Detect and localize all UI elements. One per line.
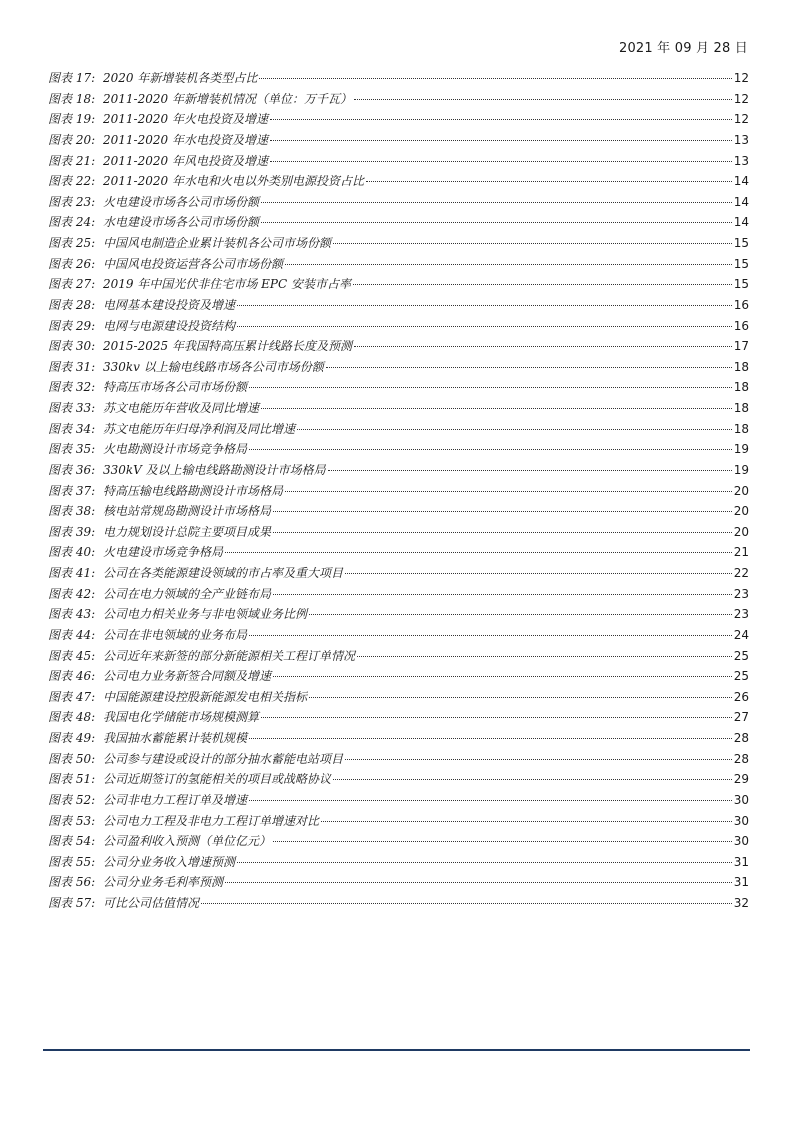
toc-entry-label: 图表 51: [48, 772, 96, 787]
toc-entry[interactable] [48, 667, 749, 688]
toc-entry-label: 图表 36: [48, 462, 96, 477]
toc-leader-dots [270, 161, 732, 162]
toc-entry[interactable] [48, 440, 749, 461]
toc-entry[interactable] [48, 647, 749, 668]
toc-entry[interactable] [48, 317, 749, 338]
toc-entry-page: 30 [733, 834, 749, 849]
toc-entry-label: 图表 56: [48, 875, 96, 890]
toc-entry-label: 图表 35: [48, 442, 96, 457]
toc-entry-page: 18 [733, 421, 749, 436]
toc-entry[interactable] [48, 378, 749, 399]
toc-entry-page: 28 [733, 751, 749, 766]
toc-entry-title: 公司近年来新签的部分新能源相关工程订单情况 [103, 648, 356, 663]
toc-entry-page: 32 [733, 896, 749, 910]
toc-entry-page: 13 [733, 153, 749, 168]
toc-entry-title: 公司参与建设或设计的部分抽水蓄能电站项目 [103, 751, 344, 766]
toc-leader-dots [273, 841, 732, 842]
toc-entry[interactable] [48, 69, 749, 90]
toc-entry-label: 图表 32: [48, 380, 96, 395]
toc-entry-page: 29 [733, 772, 749, 787]
toc-entry-label: 图表 26: [48, 256, 96, 271]
toc-entry-page: 12 [733, 112, 749, 127]
toc-entry-page: 16 [733, 297, 749, 312]
toc-entry-label: 图表 22: [48, 174, 96, 189]
toc-entry-page: 16 [733, 318, 749, 333]
toc-entry-title: 330kV 及以上输电线路勘测设计市场格局 [103, 462, 326, 477]
toc-entry-label: 图表 43: [48, 607, 96, 622]
toc-entry-title: 公司在电力领域的全产业链布局 [103, 586, 272, 601]
toc-entry-title: 2011-2020 年水电和火电以外类别电源投资占比 [103, 174, 364, 189]
toc-entry-page: 24 [733, 627, 749, 642]
toc-entry-title: 特高压输电线路勘测设计市场格局 [103, 483, 284, 498]
toc-entry-label: 图表 49: [48, 731, 96, 745]
toc-entry[interactable] [48, 688, 749, 709]
toc-entry[interactable] [48, 853, 749, 874]
toc-entry-label: 图表 21: [48, 153, 96, 168]
toc-leader-dots [297, 429, 732, 430]
toc-entry-page: 20 [733, 524, 749, 539]
toc-entry[interactable] [48, 543, 749, 564]
toc-leader-dots [354, 99, 732, 100]
toc-entry-page: 20 [733, 504, 749, 519]
toc-entry-title: 特高压市场各公司市场份额 [103, 380, 248, 395]
toc-entry-label: 图表 18: [48, 91, 96, 106]
toc-entry[interactable] [48, 296, 749, 317]
toc-leader-dots [328, 470, 732, 471]
toc-entry-title: 2011-2020 年风电投资及增速 [103, 153, 268, 168]
toc-entry[interactable] [48, 482, 749, 503]
report-date: 2021 年 09 月 28 日 [618, 41, 748, 56]
toc-entry-title: 公司近期签订的氢能相关的项目或战略协议 [103, 772, 332, 787]
toc-entry-label: 图表 57: [48, 896, 96, 910]
toc-entry-label: 图表 52: [48, 792, 96, 807]
toc-entry[interactable] [48, 90, 749, 111]
toc-entry[interactable] [48, 626, 749, 647]
toc-entry-title: 330kv 以上输电线路市场各公司市场份额 [103, 359, 324, 374]
toc-entry[interactable] [48, 131, 749, 152]
toc-entry-page: 18 [733, 380, 749, 395]
toc-entry-page: 22 [733, 566, 749, 580]
toc-entry-title: 我国电化学储能市场规模测算 [103, 710, 260, 725]
toc-entry-page: 17 [733, 339, 749, 354]
toc-entry-page: 19 [733, 462, 749, 477]
toc-entry-title: 电网基本建设投资及增速 [103, 297, 236, 312]
toc-entry-title: 电网与电源建设投资结构 [103, 318, 236, 333]
toc-entry-title: 2011-2020 年水电投资及增速 [103, 132, 268, 147]
toc-entry-label: 图表 28: [48, 297, 96, 312]
toc-leader-dots [333, 243, 732, 244]
toc-entry[interactable] [48, 791, 749, 812]
toc-entry-label: 图表 37: [48, 483, 96, 498]
toc-entry-label: 图表 17: [48, 71, 96, 85]
toc-entry-page: 30 [733, 813, 749, 828]
toc-entry-title: 公司盈利收入预测（单位亿元） [103, 834, 272, 849]
toc-leader-dots [309, 697, 732, 698]
toc-entry[interactable] [48, 832, 749, 853]
toc-entry[interactable] [48, 461, 749, 482]
toc-entry[interactable] [48, 110, 749, 131]
toc-entry[interactable] [48, 605, 749, 626]
toc-entry-title: 中国风电制造企业累计装机各公司市场份额 [103, 236, 332, 250]
toc-leader-dots [237, 862, 732, 863]
toc-entry-label: 图表 42: [48, 586, 96, 601]
toc-leader-dots [237, 305, 732, 306]
toc-entry-label: 图表 48: [48, 710, 96, 725]
toc-entry[interactable] [48, 750, 749, 771]
toc-leader-dots [270, 119, 732, 120]
toc-entry[interactable] [48, 502, 749, 523]
toc-leader-dots [249, 800, 732, 801]
toc-entry-page: 15 [733, 256, 749, 271]
toc-entry-page: 25 [733, 669, 749, 684]
toc-entry-label: 图表 55: [48, 854, 96, 869]
toc-entry[interactable] [48, 193, 749, 214]
toc-leader-dots [225, 552, 732, 553]
toc-leader-dots [261, 408, 732, 409]
toc-leader-dots [249, 387, 732, 388]
toc-entry-label: 图表 46: [48, 669, 96, 684]
toc-leader-dots [273, 511, 732, 512]
toc-leader-dots [354, 346, 732, 347]
toc-entry-page: 30 [733, 792, 749, 807]
toc-entry-page: 23 [733, 586, 749, 601]
toc-leader-dots [273, 532, 732, 533]
toc-leader-dots [345, 759, 732, 760]
toc-leader-dots [201, 903, 732, 904]
toc-leader-dots [321, 821, 732, 822]
toc-entry-label: 图表 24: [48, 215, 96, 230]
toc-entry-title: 中国风电投资运营各公司市场份额 [103, 256, 284, 271]
toc-entry-label: 图表 44: [48, 627, 96, 642]
toc-entry-title: 火电建设市场各公司市场份额 [103, 194, 260, 209]
toc-entry-title: 2015-2025 年我国特高压累计线路长度及预测 [103, 339, 352, 354]
toc-leader-dots [261, 222, 732, 223]
toc-entry-page: 14 [733, 215, 749, 230]
toc-entry[interactable] [48, 420, 749, 441]
toc-entry-label: 图表 39: [48, 524, 96, 539]
toc-entry[interactable] [48, 152, 749, 173]
toc-entry-page: 23 [733, 607, 749, 622]
toc-entry-title: 2011-2020 年火电投资及增速 [103, 112, 268, 127]
toc-entry-label: 图表 41: [48, 566, 96, 580]
toc-entry[interactable] [48, 275, 749, 296]
toc-entry-title: 苏文电能历年归母净利润及同比增速 [103, 421, 296, 436]
toc-leader-dots [345, 573, 732, 574]
toc-entry-title: 火电建设市场竞争格局 [103, 545, 224, 560]
toc-entry[interactable] [48, 255, 749, 276]
toc-entry-label: 图表 47: [48, 689, 96, 704]
toc-leader-dots [259, 78, 731, 79]
toc-entry[interactable] [48, 729, 749, 750]
toc-entry[interactable] [48, 708, 749, 729]
toc-leader-dots [249, 449, 732, 450]
toc-entry-label: 图表 50: [48, 751, 96, 766]
toc-entry[interactable] [48, 770, 749, 791]
toc-entry-page: 18 [733, 401, 749, 415]
toc-entry-page: 14 [733, 194, 749, 209]
toc-entry-label: 图表 34: [48, 421, 96, 436]
toc-entry-title: 可比公司估值情况 [103, 896, 200, 910]
toc-entry-title: 公司在非电领域的业务布局 [103, 627, 248, 642]
toc-entry-title: 火电勘测设计市场竞争格局 [103, 442, 248, 457]
toc-entry-page: 15 [733, 236, 749, 250]
toc-entry-title: 公司非电力工程订单及增速 [103, 792, 248, 807]
toc-leader-dots [261, 717, 732, 718]
toc-entry-label: 图表 27: [48, 277, 96, 292]
toc-entry-label: 图表 40: [48, 545, 96, 560]
toc-entry-page: 13 [733, 132, 749, 147]
toc-entry[interactable] [48, 172, 749, 193]
toc-entry-label: 图表 38: [48, 504, 96, 519]
toc-entry-title: 苏文电能历年营收及同比增速 [103, 401, 260, 415]
toc-entry-title: 公司电力相关业务与非电领域业务比例 [103, 607, 308, 622]
toc-entry-title: 电力规划设计总院主要项目成果 [103, 524, 272, 539]
toc-entry-page: 28 [733, 731, 749, 745]
toc-entry-page: 14 [733, 174, 749, 189]
toc-entry[interactable] [48, 812, 749, 833]
toc-entry[interactable] [48, 234, 749, 255]
toc-entry-page: 18 [733, 359, 749, 374]
toc-leader-dots [357, 656, 732, 657]
toc-entry[interactable] [48, 399, 749, 420]
toc-leader-dots [309, 614, 732, 615]
toc-entry-label: 图表 30: [48, 339, 96, 354]
toc-entry-title: 我国抽水蓄能累计装机规模 [103, 731, 248, 745]
toc-entry[interactable] [48, 523, 749, 544]
table-of-figures [48, 69, 749, 915]
toc-leader-dots [273, 594, 732, 595]
toc-entry-title: 2020 年新增装机各类型占比 [103, 71, 258, 85]
toc-entry-page: 12 [733, 71, 749, 85]
toc-entry[interactable] [48, 358, 749, 379]
toc-entry-title: 水电建设市场各公司市场份额 [103, 215, 260, 230]
toc-entry-page: 27 [733, 710, 749, 725]
toc-entry-label: 图表 31: [48, 359, 96, 374]
toc-entry-title: 公司分业务毛利率预测 [103, 875, 224, 890]
toc-leader-dots [261, 202, 732, 203]
toc-entry-label: 图表 54: [48, 834, 96, 849]
toc-leader-dots [270, 140, 732, 141]
toc-entry-page: 26 [733, 689, 749, 704]
toc-leader-dots [285, 491, 732, 492]
footer-rule [43, 1049, 750, 1051]
toc-entry[interactable] [48, 873, 749, 894]
toc-leader-dots [326, 367, 732, 368]
toc-entry-label: 图表 53: [48, 813, 96, 828]
toc-leader-dots [353, 284, 732, 285]
toc-entry-label: 图表 29: [48, 318, 96, 333]
toc-entry-label: 图表 25: [48, 236, 96, 250]
toc-entry[interactable] [48, 213, 749, 234]
toc-entry-page: 12 [733, 91, 749, 106]
toc-entry-title: 公司分业务收入增速预测 [103, 854, 236, 869]
toc-entry-title: 2019 年中国光伏非住宅市场 EPC 安装市占率 [103, 277, 351, 292]
toc-leader-dots [249, 635, 732, 636]
toc-entry-page: 15 [733, 277, 749, 292]
toc-entry-title: 中国能源建设控股新能源发电相关指标 [103, 689, 308, 704]
toc-entry-label: 图表 23: [48, 194, 96, 209]
toc-entry-title: 公司电力工程及非电力工程订单增速对比 [103, 813, 320, 828]
toc-leader-dots [225, 882, 732, 883]
toc-entry-title: 2011-2020 年新增装机情况（单位：万千瓦） [103, 91, 352, 106]
toc-entry-label: 图表 19: [48, 112, 96, 127]
toc-entry-label: 图表 33: [48, 401, 96, 415]
toc-leader-dots [366, 181, 732, 182]
toc-entry-label: 图表 45: [48, 648, 96, 663]
toc-entry-label: 图表 20: [48, 132, 96, 147]
toc-entry[interactable] [48, 337, 749, 358]
toc-entry-title: 核电站常规岛勘测设计市场格局 [103, 504, 272, 519]
toc-leader-dots [285, 264, 732, 265]
toc-entry-page: 20 [733, 483, 749, 498]
toc-entry-title: 公司在各类能源建设领域的市占率及重大项目 [103, 566, 344, 580]
toc-leader-dots [249, 738, 732, 739]
toc-entry-page: 21 [733, 545, 749, 560]
toc-leader-dots [333, 779, 732, 780]
toc-entry[interactable] [48, 894, 749, 915]
toc-entry-page: 19 [733, 442, 749, 457]
toc-entry-page: 31 [733, 875, 749, 890]
toc-entry-title: 公司电力业务新签合同额及增速 [103, 669, 272, 684]
toc-entry-page: 31 [733, 854, 749, 869]
toc-entry[interactable] [48, 564, 749, 585]
toc-entry-page: 25 [733, 648, 749, 663]
toc-entry[interactable] [48, 585, 749, 606]
toc-leader-dots [237, 326, 732, 327]
toc-leader-dots [273, 676, 732, 677]
